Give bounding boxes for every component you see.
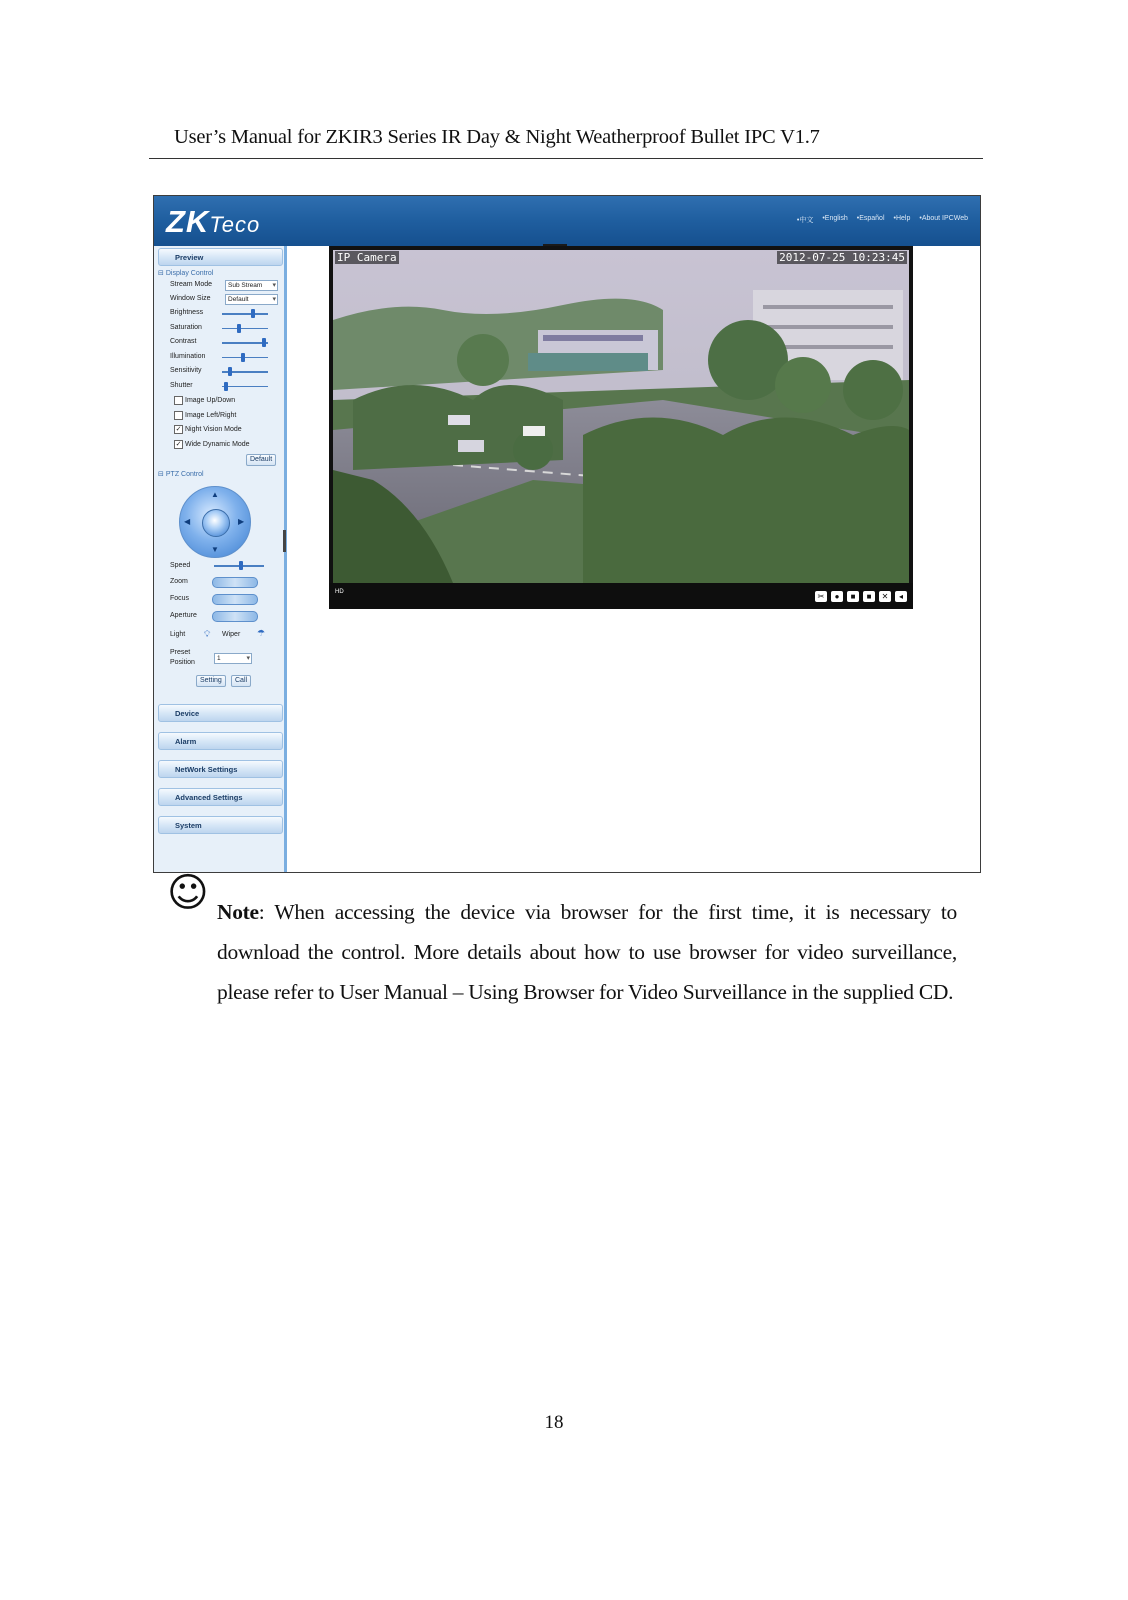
call-button[interactable]: Call (231, 675, 251, 687)
ptz-control-title[interactable]: ⊟ PTZ Control (158, 470, 204, 478)
web-ui-screenshot (153, 195, 981, 873)
hd-label: HD (335, 589, 344, 595)
stop-icon[interactable]: ■ (847, 591, 859, 602)
slider-knob-contrast[interactable] (262, 338, 266, 347)
slider-shutter[interactable] (222, 386, 268, 388)
slider-knob-shutter[interactable] (224, 382, 228, 391)
video-viewer[interactable] (329, 246, 913, 609)
viewer-buttons (815, 591, 907, 602)
top-links (797, 215, 968, 225)
checkbox-night-vision-mode[interactable] (174, 425, 242, 434)
record-icon[interactable]: ● (831, 591, 843, 602)
slider-brightness[interactable] (222, 313, 268, 315)
sidebar (154, 246, 287, 872)
focus-label: Focus (170, 595, 190, 602)
preset-label: Preset (170, 649, 191, 656)
window-size-label: Window Size (170, 295, 211, 302)
menu-system[interactable]: System (158, 816, 283, 834)
window-size-select[interactable]: Default ▾ (225, 294, 278, 305)
checkbox-wide-dynamic-mode[interactable] (174, 440, 250, 449)
zkteco-logo: ZKTeco (166, 204, 261, 239)
slider-knob-sensitivity[interactable] (228, 367, 232, 376)
capture-icon[interactable]: ✂ (815, 591, 827, 602)
light-bulb-icon[interactable]: 💡︎ (204, 629, 211, 639)
slider-knob-illumination[interactable] (241, 353, 245, 362)
link-english[interactable]: • English (822, 215, 847, 225)
top-banner (154, 196, 980, 246)
link-about[interactable]: • About IPCWeb (919, 215, 968, 225)
checkbox-label: Night Vision Mode (185, 426, 242, 433)
link-chinese[interactable]: • 中文 (797, 215, 813, 225)
page-number: 18 (544, 1412, 564, 1433)
viewer-toolbar (329, 583, 913, 609)
header-title: User’s Manual for ZKIR3 Series IR Day & Night Weatherproof Bullet IPC V1.7 (174, 126, 820, 148)
slider-sensitivity[interactable] (222, 371, 268, 373)
wiper-icon[interactable]: ☂ (257, 628, 266, 638)
menu-alarm[interactable]: Alarm (158, 732, 283, 750)
checkbox-box[interactable]: ✓ (175, 440, 182, 448)
light-label: Light (170, 631, 186, 638)
fullscreen-icon[interactable]: ■ (863, 591, 875, 602)
ptz-left-arrow-icon[interactable]: ◀ (184, 517, 191, 526)
ptz-down-arrow-icon[interactable]: ▼ (211, 545, 219, 554)
ptz-center-button[interactable] (202, 509, 230, 537)
checkbox-label: Wide Dynamic Mode (185, 440, 250, 448)
collapse-sidebar-handle[interactable] (283, 530, 286, 552)
link-espanol[interactable]: • Español (857, 215, 885, 225)
menu-advanced-settings[interactable]: Advanced Settings (158, 788, 283, 806)
checkbox-label: Image Up/Down (185, 397, 236, 404)
ptz-right-arrow-icon[interactable]: ▶ (238, 517, 245, 526)
camera-name-overlay: IP Camera (337, 251, 397, 264)
stream-mode-select[interactable]: Sub Stream ▾ (225, 280, 278, 291)
wiper-label: Wiper (222, 631, 241, 638)
preset-position-select[interactable]: 1 ▾ (214, 653, 252, 664)
speed-slider-knob[interactable] (239, 561, 243, 570)
stream-mode-label: Stream Mode (170, 281, 213, 288)
checkbox-label: Image Left/Right (185, 411, 237, 419)
note-label: Note (217, 900, 259, 924)
speaker-icon[interactable]: ◂ (895, 591, 907, 602)
speed-slider[interactable] (214, 565, 264, 567)
page-header (149, 124, 983, 159)
menu-network-settings[interactable]: NetWork Settings (158, 760, 283, 778)
display-control-title[interactable]: ⊟ Display Control (158, 269, 213, 277)
speed-label: Speed (170, 562, 191, 569)
camera-datetime-overlay: 2012-07-25 10:23:45 (779, 251, 905, 264)
checkbox-box[interactable] (174, 411, 183, 420)
aperture-control[interactable] (212, 611, 258, 622)
zoom-control[interactable] (212, 577, 258, 588)
zoom-label: Zoom (170, 578, 188, 585)
link-help[interactable]: • Help (894, 215, 911, 225)
slider-label-contrast: Contrast (170, 338, 197, 345)
content-area (287, 246, 980, 872)
default-button[interactable]: Default (246, 454, 276, 466)
smiley-icon: ☺ (167, 870, 209, 916)
slider-knob-brightness[interactable] (251, 309, 255, 318)
ptz-up-arrow-icon[interactable]: ▲ (211, 490, 219, 499)
slider-knob-saturation[interactable] (237, 324, 241, 333)
focus-control[interactable] (212, 594, 258, 605)
slider-label-sensitivity: Sensitivity (170, 367, 202, 374)
slider-label-brightness: Brightness (170, 309, 204, 316)
menu-device[interactable]: Device (158, 704, 283, 722)
slider-saturation[interactable] (222, 328, 268, 330)
slider-contrast[interactable] (222, 342, 268, 344)
mute-icon[interactable]: ✕ (879, 591, 891, 602)
checkbox-box[interactable] (174, 396, 183, 405)
camera-feed-image (333, 250, 909, 583)
note-paragraph (217, 892, 957, 1012)
checkbox-box[interactable]: ✓ (175, 426, 182, 433)
aperture-label: Aperture (170, 612, 197, 619)
ptz-direction-pad[interactable] (179, 486, 251, 558)
note-text: : When accessing the device via browser for the first time, it is necessary to download the control. More details about how to use browser for video surveillance, please refer to User Manual – Using Browser for Video Surveillance in the supplied CD. (217, 900, 957, 1004)
slider-label-shutter: Shutter (170, 381, 193, 389)
menu-preview[interactable]: Preview (158, 248, 283, 266)
checkbox-image-up-down[interactable] (174, 396, 235, 405)
slider-label-saturation: Saturation (170, 323, 202, 331)
setting-button[interactable]: Setting (196, 675, 226, 687)
position-label: Position (170, 659, 195, 666)
slider-illumination[interactable] (222, 357, 268, 359)
checkbox-image-left-right[interactable] (174, 411, 236, 420)
slider-label-illumination: Illumination (170, 352, 206, 360)
